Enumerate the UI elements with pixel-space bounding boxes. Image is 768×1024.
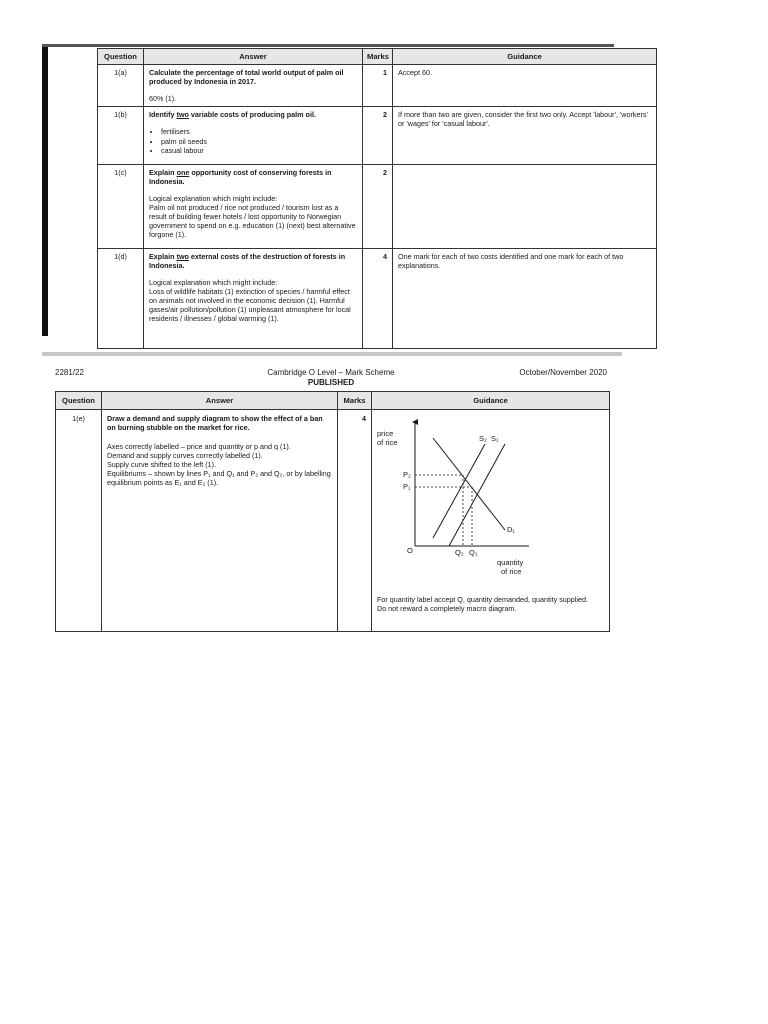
- question-number: 1(a): [98, 65, 144, 107]
- question-number: 1(c): [98, 165, 144, 249]
- guidance-text: Do not reward a completely macro diagram.: [377, 604, 517, 614]
- q1-label: Q₁: [469, 548, 478, 558]
- guidance-text: For quantity label accept Q, quantity demanded, quantity supplied.: [377, 595, 588, 605]
- answer-text: Palm oil not produced / rice not produced / tourism lost as a result of building fewer hotels / lost opportunity to Norwegian government to spend on e.g. education (1) (next) best alternative forgone (1).: [149, 202, 356, 240]
- s2-label: S₂: [479, 434, 487, 444]
- answer-cell: [144, 65, 363, 107]
- question-number: 1(e): [56, 410, 102, 632]
- guidance-text: [393, 165, 657, 249]
- y-axis-label: price: [377, 429, 394, 439]
- guidance-text: Accept 60.: [393, 65, 657, 107]
- document-title: Cambridge O Level – Mark Scheme: [267, 368, 395, 377]
- prompt-emphasis: two: [176, 110, 189, 120]
- published-label: PUBLISHED: [307, 378, 355, 387]
- table-header-row: [98, 49, 657, 65]
- answer-cell: [102, 410, 338, 632]
- prompt-text: variable costs of producing palm oil.: [188, 110, 316, 120]
- answer-prompt: Draw a demand and supply diagram to show the effect of a ban on burning stubble on the market for rice.: [107, 414, 323, 433]
- criteria-line: Axes correctly labelled – price and quantity or p and q (1).: [107, 441, 291, 451]
- page-separator: [42, 352, 622, 356]
- answer-bullet-list: [149, 127, 357, 155]
- table-row: [98, 165, 657, 249]
- left-border-bar: [42, 44, 48, 336]
- prompt-emphasis: one: [176, 168, 190, 178]
- header-answer: Answer: [144, 49, 363, 65]
- answer-prompt: Calculate the percentage of total world output of palm oil produced by Indonesia in 2017.: [149, 68, 344, 87]
- header-guidance: Guidance: [372, 392, 610, 410]
- list-item: • casual labour: [161, 146, 357, 155]
- question-number: 1(d): [98, 249, 144, 349]
- list-item: • palm oil seeds: [161, 137, 357, 146]
- header-question: Question: [56, 392, 102, 410]
- prompt-text: external costs of the destruction of forests in Indonesia.: [149, 252, 346, 271]
- guidance-cell: [372, 410, 610, 632]
- d1-label: D₁: [507, 525, 515, 535]
- p1-label: P₁: [403, 482, 411, 492]
- table-row: [98, 107, 657, 165]
- marks-value: 2: [363, 165, 393, 249]
- prompt-emphasis: two: [176, 252, 189, 262]
- marks-value: 2: [363, 107, 393, 165]
- answer-criteria: [107, 442, 332, 488]
- header-marks: Marks: [363, 49, 393, 65]
- header-guidance: Guidance: [393, 49, 657, 65]
- guidance-text: If more than two are given, consider the first two only. Accept 'labour', 'workers' or 'wages' for 'casual labour'.: [393, 107, 657, 165]
- diagram-svg: [377, 414, 577, 589]
- prompt-text: opportunity cost of conserving forests in Indonesia.: [149, 168, 332, 187]
- prompt-text: Explain: [149, 252, 177, 262]
- guidance-notes: [377, 595, 604, 613]
- answer-prompt: [149, 252, 357, 270]
- table-row: [98, 249, 657, 349]
- criteria-line: Equilibriums – shown by lines P₁ and Q₁ and P₂ and Q₂, or by labelling equilibrium points as E₁ and E₂ (1).: [107, 469, 331, 488]
- syllabus-code: 2281/22: [55, 368, 84, 377]
- q2-label: Q₂: [455, 548, 464, 558]
- exam-session: October/November 2020: [519, 368, 607, 377]
- demand-curve: [433, 438, 505, 530]
- guidance-text: One mark for each of two costs identified and one mark for each of two explanations.: [393, 249, 657, 349]
- marks-value: 4: [338, 410, 372, 632]
- y-axis-label: of rice: [377, 438, 398, 448]
- criteria-line: Supply curve shifted to the left (1).: [107, 460, 217, 470]
- origin-label: O: [407, 546, 413, 556]
- marks-value: 1: [363, 65, 393, 107]
- answer-cell: [144, 165, 363, 249]
- answer-text: Loss of wildlife habitats (1) extinction of species / harmful effect on animals not involved in the economic decision (1). Harmful gases/air pollution/pollution (1) unpleasant atmosphere for local residents / illnesses / global warming (1).: [149, 286, 351, 324]
- header-question: Question: [98, 49, 144, 65]
- answer-prompt: [149, 168, 357, 186]
- answer-text: 60% (1).: [149, 93, 177, 103]
- x-axis-label: of rice: [501, 567, 522, 577]
- answer-cell: [144, 107, 363, 165]
- answer-intro: Logical explanation which might include:: [149, 277, 278, 287]
- mark-scheme-snippet-top: [42, 44, 648, 336]
- marks-value: 4: [363, 249, 393, 349]
- prompt-text: Explain: [149, 168, 177, 178]
- question-number: 1(b): [98, 107, 144, 165]
- header-marks: Marks: [338, 392, 372, 410]
- list-item: • fertilisers: [161, 127, 357, 136]
- supply-demand-diagram: [377, 414, 577, 589]
- mark-scheme-table-1: [97, 48, 657, 349]
- criteria-line: Demand and supply curves correctly labelled (1).: [107, 450, 263, 460]
- prompt-text: Identify: [149, 110, 177, 120]
- s1-label: S₁: [491, 434, 499, 444]
- answer-prompt: [149, 110, 357, 119]
- table-header-row: [56, 392, 610, 410]
- supply-curve-s2: [433, 444, 485, 538]
- table-row: [56, 410, 610, 632]
- page-header: [55, 368, 607, 390]
- mark-scheme-table-2: [55, 391, 610, 632]
- table-row: [98, 65, 657, 107]
- header-answer: Answer: [102, 392, 338, 410]
- answer-intro: Logical explanation which might include:: [149, 193, 278, 203]
- p2-label: P₂: [403, 470, 411, 480]
- top-rule: [42, 44, 614, 47]
- answer-cell: [144, 249, 363, 349]
- x-axis-label: quantity: [497, 558, 524, 568]
